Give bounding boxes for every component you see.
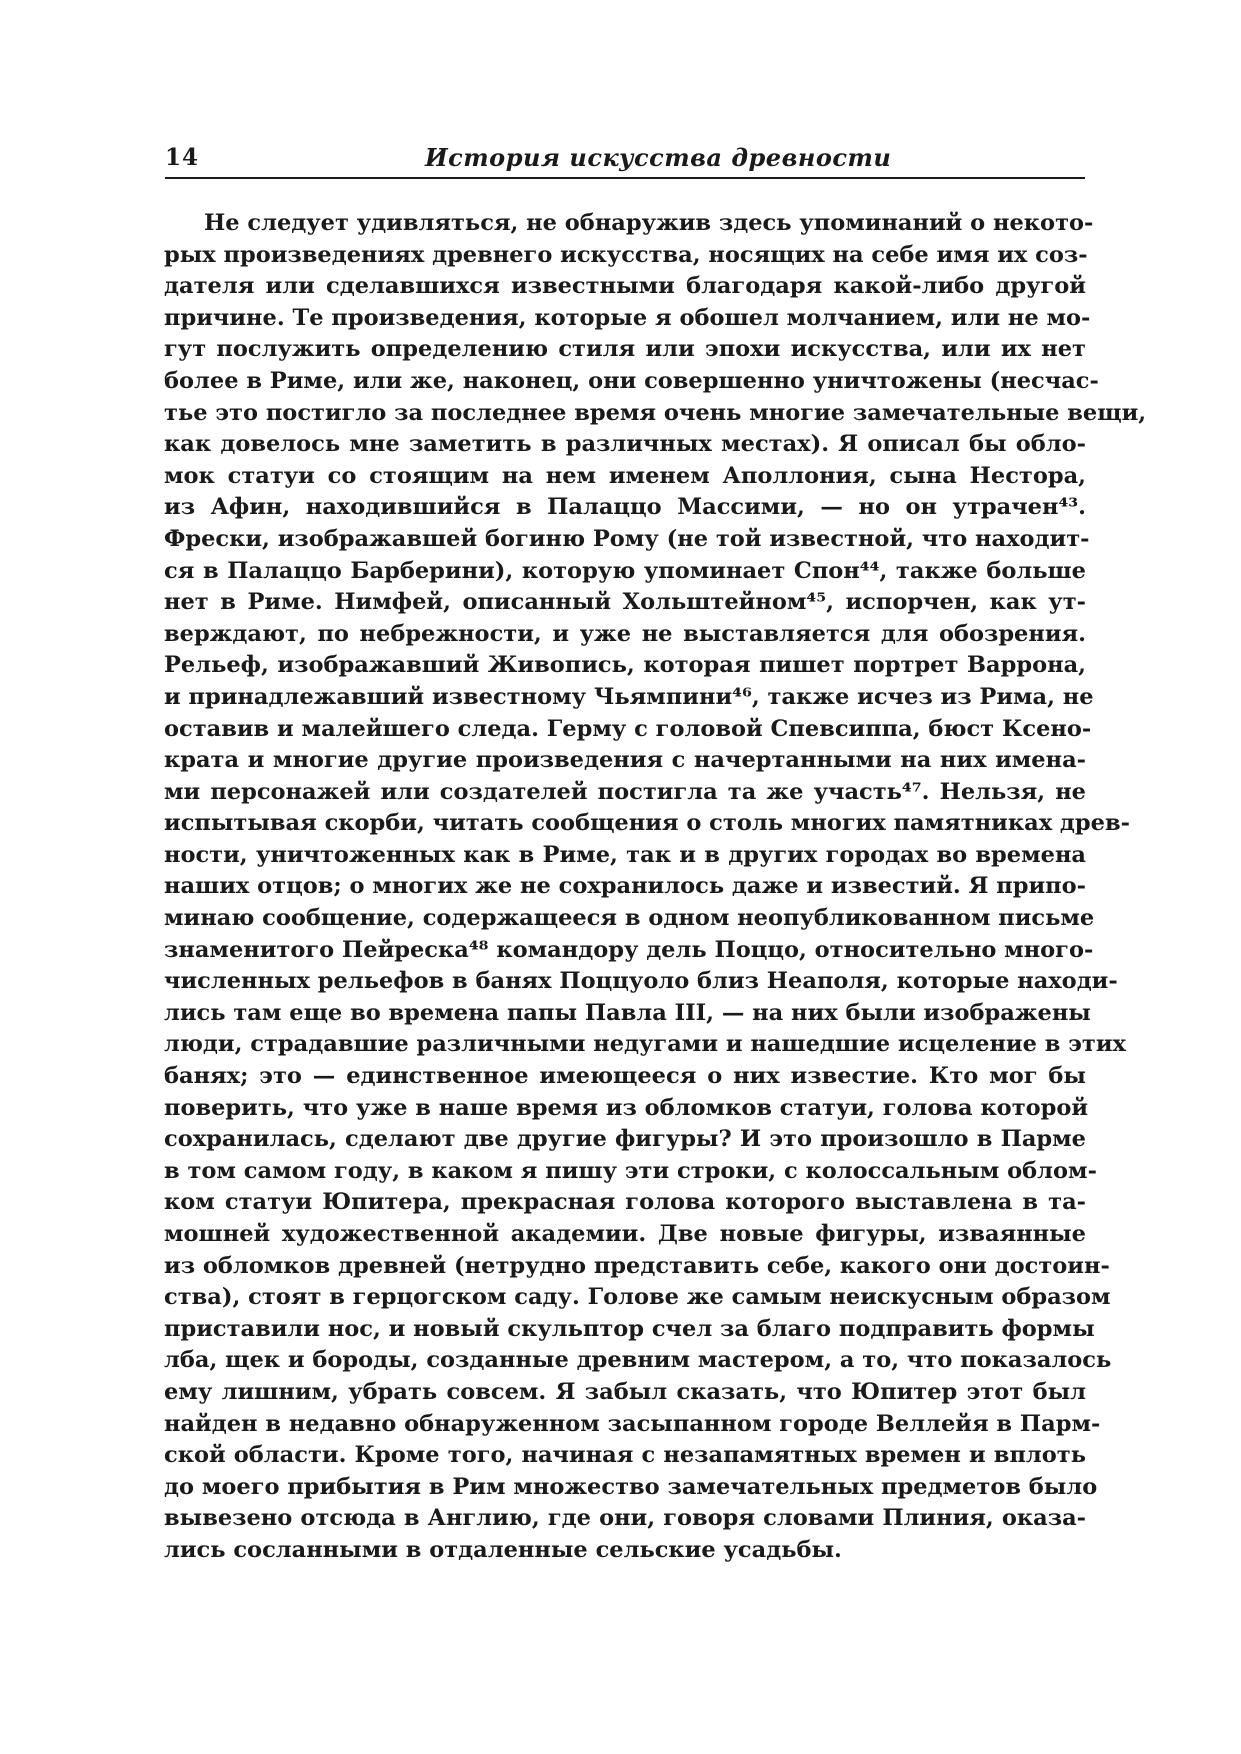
text-line: в том самом году, в каком я пишу эти строки, с колоссальным облом- — [164, 1157, 1097, 1184]
text-line: нет в Риме. Нимфей, описанный Хольштейном⁴⁵, испорчен, как ут- — [164, 589, 1086, 616]
text-line: поверить, что уже в наше время из обломков статуи, голова которой — [164, 1094, 1089, 1121]
text-line: Фрески, изображавшей богиню Рому (не той известной, что находит- — [164, 525, 1090, 552]
text-line: крата и многие другие произведения с начертанными на них имена- — [164, 747, 1086, 774]
page-number: 14 — [165, 144, 200, 171]
text-line: тье это постигло за последнее время очень многие замечательные вещи, — [164, 399, 1147, 426]
text-line: наших отцов; о многих же не сохранилось даже и известий. Я припо- — [164, 873, 1086, 900]
text-line: мошней художественной академии. Две новые фигуры, изваянные — [164, 1221, 1086, 1247]
text-line: ся в Палаццо Барберини), которую упоминает Спон⁴⁴, также больше — [164, 557, 1086, 584]
text-line: более в Риме, или же, наконец, они совершенно уничтожены (несчас- — [164, 367, 1099, 394]
text-line: найден в недавно обнаруженном засыпанном городе Веллейя в Парм- — [164, 1410, 1101, 1437]
running-head — [165, 144, 1085, 180]
text-line: оставив и малейшего следа. Герму с головой Спевсиппа, бюст Ксено- — [164, 715, 1092, 742]
text-line: ему лишним, убрать совсем. Я забыл сказать, что Юпитер этот был — [164, 1378, 1086, 1405]
text-line: верждают, по небрежности, и уже не выставляется для обозрения. — [164, 620, 1086, 647]
text-line: ской области. Кроме того, начиная с незапамятных времен и вплоть — [164, 1442, 1086, 1469]
text-line: испытывая скорби, читать сообщения о столь многих памятниках древ- — [164, 810, 1130, 837]
text-line: ства), стоят в герцогском саду. Голове же самым неискусным образом — [164, 1284, 1111, 1311]
text-line: гут послужить определению стиля или эпохи искусства, или их нет — [164, 336, 1086, 363]
running-title: История искусства древности — [425, 143, 892, 172]
text-line: приставили нос, и новый скульптор счел за благо подправить формы — [164, 1315, 1095, 1342]
text-line: до моего прибытия в Рим множество замечательных предметов было — [164, 1473, 1098, 1500]
text-line: Рельеф, изображавший Живопись, которая пишет портрет Варрона, — [164, 652, 1086, 679]
text-line: как довелось мне заметить в различных местах). Я описал бы обло- — [164, 431, 1086, 458]
text-line: лба, щек и бороды, созданные древним мастером, а то, что показалось — [164, 1347, 1112, 1374]
text-line: из Афин, находившийся в Палаццо Массими, — но он утрачен⁴³. — [164, 494, 1086, 521]
text-line: ком статуи Юпитера, прекрасная голова которого выставлена в та- — [164, 1189, 1086, 1216]
text-line: вывезено отсюда в Англию, где они, говоря словами Плиния, оказа- — [164, 1505, 1086, 1532]
text-line: знаменитого Пейреска⁴⁸ командору дель Поццо, относительно много- — [164, 936, 1094, 963]
text-line: лись сосланными в отдаленные сельские усадьбы. — [164, 1536, 842, 1563]
header-rule — [165, 177, 1085, 179]
text-line: причине. Те произведения, которые я обошел молчанием, или не мо- — [164, 304, 1091, 331]
text-line: Не следует удивляться, не обнаружив здесь упоминаний о некото- — [204, 210, 1094, 236]
text-line: лись там еще во времена папы Павла III, — на них были изображены — [164, 999, 1091, 1026]
text-line: мок статуи со стоящим на нем именем Аполлония, сына Нестора, — [164, 462, 1086, 489]
text-line: рых произведениях древнего искусства, носящих на себе имя их соз- — [164, 241, 1088, 268]
text-line: дателя или сделавшихся известными благодаря какой-либо другой — [164, 273, 1086, 300]
text-line: ности, уничтоженных как в Риме, так и в других городах во времена — [164, 841, 1086, 868]
body-paragraph — [164, 208, 1147, 1567]
text-line: ми персонажей или создателей постигла та же участь⁴⁷. Нельзя, не — [164, 778, 1086, 805]
text-line: из обломков древней (нетрудно представить себе, какого они достоин- — [164, 1252, 1110, 1279]
text-line: численных рельефов в банях Поццуоло близ Неаполя, которые находи- — [164, 968, 1118, 995]
text-line: минаю сообщение, содержащееся в одном неопубликованном письме — [164, 905, 1095, 932]
text-line: сохранилась, сделают две другие фигуры? И это произошло в Парме — [164, 1126, 1086, 1153]
text-line: люди, страдавшие различными недугами и нашедшие исцеление в этих — [164, 1031, 1126, 1058]
text-line: банях; это — единственное имеющееся о них известие. Кто мог бы — [164, 1063, 1086, 1090]
text-line: и принадлежавший известному Чьямпини⁴⁶, также исчез из Рима, не — [164, 683, 1094, 710]
